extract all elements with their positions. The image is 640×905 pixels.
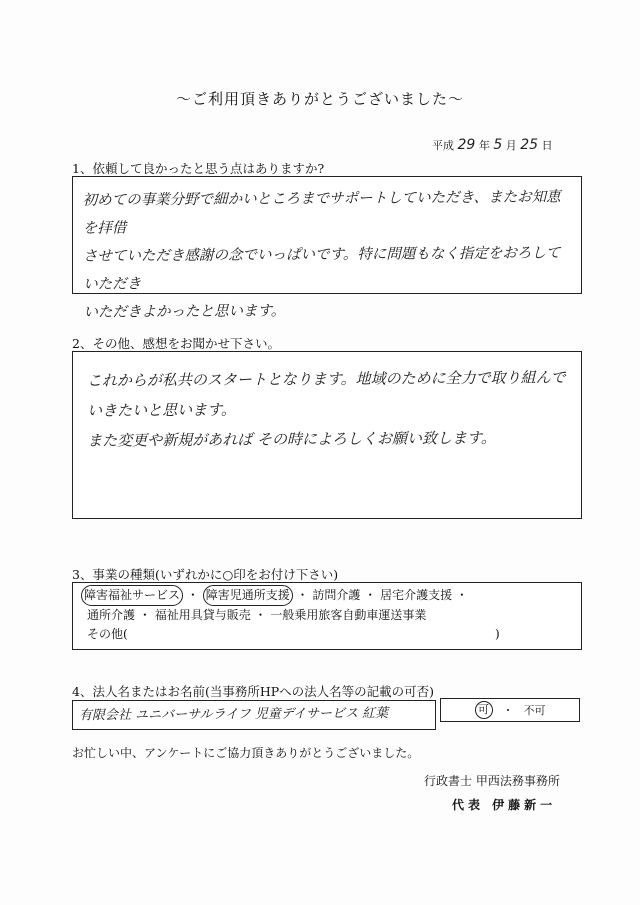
date-year-unit: 年: [478, 139, 490, 152]
options-row-3: [81, 625, 581, 644]
representative-name: 代表 伊藤新一: [452, 798, 557, 812]
publish-permission-box: [440, 698, 580, 722]
option-home-visit-care[interactable]: 訪問介護: [312, 588, 361, 602]
question-1-answer-box: [72, 176, 582, 321]
question-4-name-box: [72, 700, 436, 730]
option-welfare-equipment[interactable]: 福祉用具貸与販売: [154, 608, 251, 622]
option-passenger-transport[interactable]: 一般乗用旅客自動車運送事業: [270, 608, 427, 622]
option-child-day-support[interactable]: 障害児通所支援: [203, 585, 293, 606]
option-separator: ・: [455, 588, 468, 602]
permission-ng[interactable]: 不可: [523, 704, 546, 717]
thanks-message: お忙しい中、アンケートにご協力頂きありがとうございました。: [72, 746, 420, 760]
question-3-label: 3、事業の種類(いずれかに○印をお付け下さい): [72, 567, 339, 582]
question-2-label: 2、その他、感想をお聞かせ下さい。: [72, 336, 280, 351]
date-month-unit: 月: [505, 139, 517, 152]
option-separator: ・: [254, 608, 267, 622]
option-separator: ・: [186, 588, 199, 602]
date-month: 5: [493, 137, 503, 153]
question-1-answer: 初めての事業分野で細かいところまでサポートしていただき、またお知恵を拝借 させていただき感謝の念でいっぱいです。特に問題もなく指定をおろしていただき いただきよかったと思います。: [82, 189, 561, 321]
option-disability-welfare[interactable]: 障害福祉サービス: [81, 585, 183, 606]
option-other[interactable]: その他(: [87, 627, 128, 641]
page-title: ～ご利用頂きありがとうございました～: [175, 90, 464, 108]
option-day-care[interactable]: 通所介護: [87, 608, 136, 622]
date-year: 29: [457, 137, 476, 153]
office-name: 行政書士 甲西法務事務所: [424, 774, 560, 788]
question-2-answer-box: [72, 351, 582, 519]
options-row-2: [81, 606, 581, 625]
option-home-care-support[interactable]: 居宅介護支援: [380, 588, 453, 602]
date-day-unit: 日: [541, 139, 553, 152]
business-type-options: [73, 583, 581, 644]
question-3-options-box: [72, 582, 582, 650]
question-1-label: 1、依頼して良かったと思う点はありますか?: [72, 161, 325, 176]
option-other-close: ): [495, 627, 500, 641]
options-row-1: [81, 585, 581, 606]
corporate-name: 有限会社 ユニバーサルライフ 児童デイサービス 紅葉: [78, 706, 389, 724]
permission-ok-circled[interactable]: 可: [475, 701, 493, 719]
date-line: [432, 137, 553, 153]
date-day: 25: [520, 137, 539, 153]
question-2-answer: これからが私共のスタートとなります。地域のために全力で取り組んで いきたいと思います。 また変更や新規があれば その時によろしくお願い致します。: [86, 368, 566, 450]
permission-separator: ・: [502, 704, 514, 717]
option-separator: ・: [138, 608, 151, 622]
date-era: 平成: [432, 139, 454, 152]
option-separator: ・: [364, 588, 377, 602]
option-separator: ・: [296, 588, 309, 602]
question-4-label: 4、法人名またはお名前(当事務所HPへの法人名等の記載の可否): [72, 684, 435, 699]
